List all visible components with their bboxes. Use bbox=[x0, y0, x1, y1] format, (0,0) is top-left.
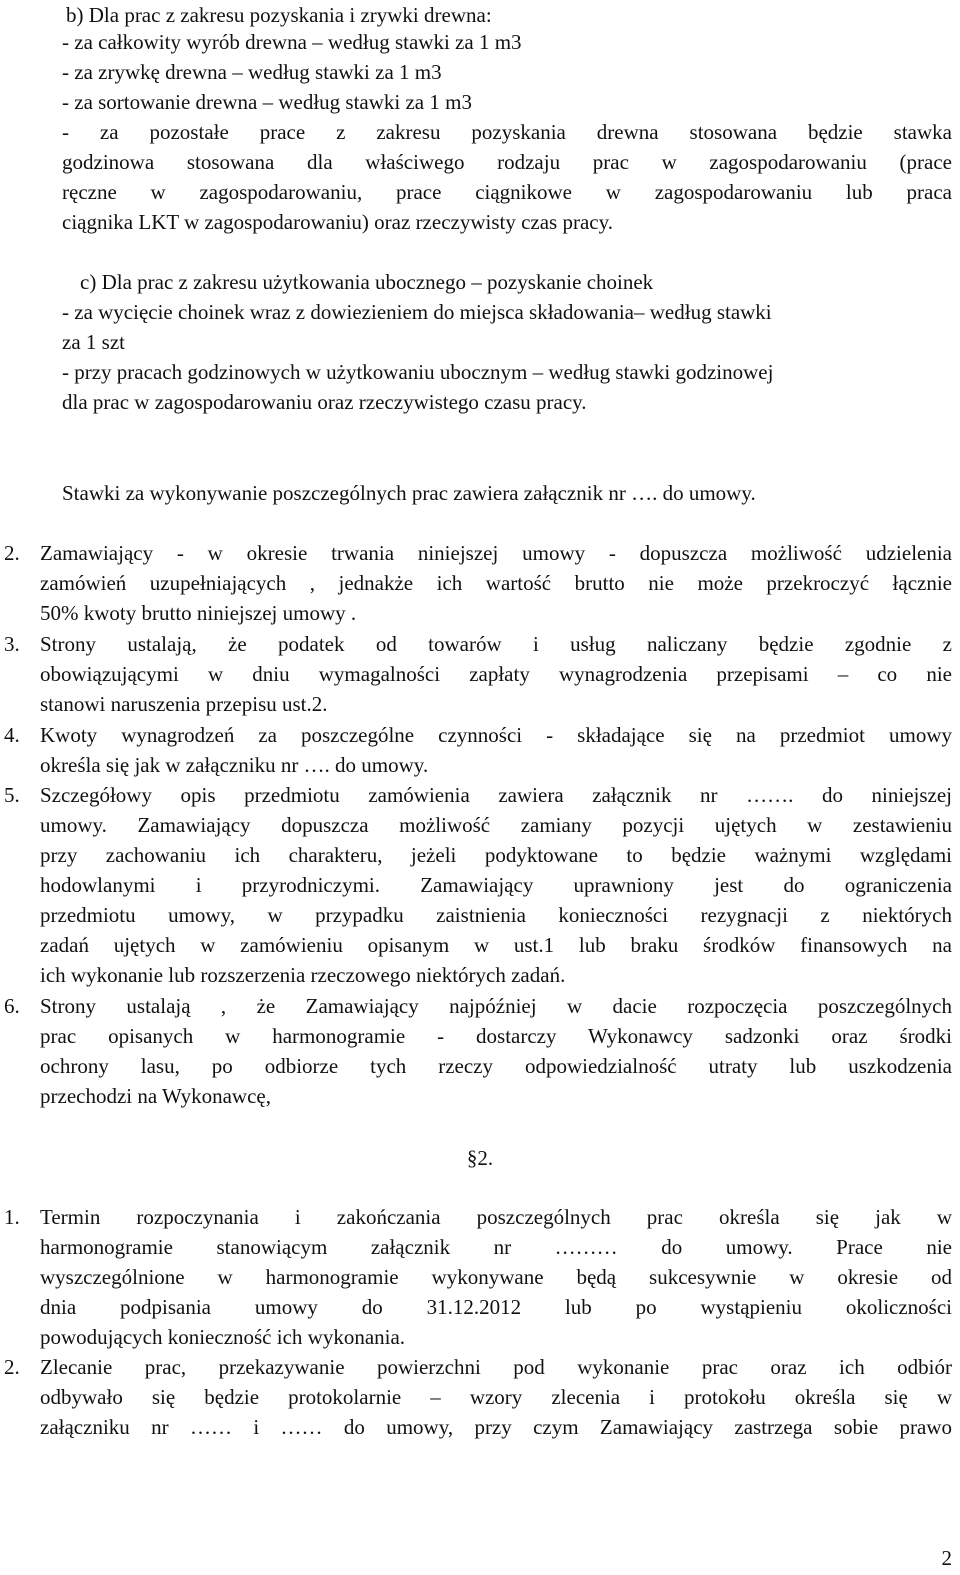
list-item-line: Szczegółowy opis przedmiotu zamówienia zawiera załącznik nr ……. do niniejszej bbox=[40, 783, 952, 807]
list-item-line: Kwoty wynagrodzeń za poszczególne czynności - składające się na przedmiot umowy bbox=[40, 723, 952, 747]
list-item-line: odbywało się będzie protokolarnie – wzory zlecenia i protokołu określa się w bbox=[40, 1385, 952, 1409]
list-item-line: załączniku nr …… i …… do umowy, przy czym Zamawiający zastrzega sobie prawo bbox=[40, 1415, 952, 1439]
section-c-line: dla prac w zagospodarowaniu oraz rzeczywistego czasu pracy. bbox=[62, 390, 587, 414]
list-item-line: określa się jak w załączniku nr …. do umowy. bbox=[40, 753, 429, 777]
list-item-line: ochrony lasu, po odbiorze tych rzeczy odpowiedzialność utraty lub uszkodzenia bbox=[40, 1054, 952, 1078]
list-item-line: Strony ustalają , że Zamawiający najpóźniej w dacie rozpoczęcia poszczególnych bbox=[40, 994, 952, 1018]
list-item-line: przy zachowaniu ich charakteru, jeżeli podyktowane to będzie ważnymi względami bbox=[40, 843, 952, 867]
section-b-line: - za sortowanie drewna – według stawki za 1 m3 bbox=[62, 90, 472, 114]
list-item-number: 6. bbox=[4, 994, 20, 1018]
list-item-number: 5. bbox=[4, 783, 20, 807]
section-c-line: za 1 szt bbox=[62, 330, 125, 354]
list-item-number: 2. bbox=[4, 1355, 20, 1379]
section-c-line: - przy pracach godzinowych w użytkowaniu ubocznym – według stawki godzinowej bbox=[62, 360, 774, 384]
list-item-line: przedmiotu umowy, w przypadku zaistnienia konieczności rezygnacji z niektórych bbox=[40, 903, 952, 927]
list-item-line: dnia podpisania umowy do 31.12.2012 lub po wystąpieniu okoliczności bbox=[40, 1295, 952, 1319]
list-item-line: hodowlanymi i przyrodniczymi. Zamawiający uprawniony jest do ograniczenia bbox=[40, 873, 952, 897]
list-item-line: stanowi naruszenia przepisu ust.2. bbox=[40, 692, 328, 716]
section-b-heading: b) Dla prac z zakresu pozyskania i zrywki drewna: bbox=[66, 3, 492, 27]
list-item-line: Zlecanie prac, przekazywanie powierzchni pod wykonanie prac oraz ich odbiór bbox=[40, 1355, 952, 1379]
list-item-number: 3. bbox=[4, 632, 20, 656]
list-item-line: zamówień uzupełniających , jednakże ich wartość brutto nie może przekroczyć łącznie bbox=[40, 571, 952, 595]
list-item-line: 50% kwoty brutto niniejszej umowy . bbox=[40, 601, 357, 625]
page-number: 2 bbox=[941, 1546, 952, 1570]
list-item-number: 2. bbox=[4, 541, 20, 565]
list-item-line: ich wykonanie lub rozszerzenia rzeczowego niektórych zadań. bbox=[40, 963, 566, 987]
list-item-line: harmonogramie stanowiącym załącznik nr ……… do umowy. Prace nie bbox=[40, 1235, 952, 1259]
section-b-line: ciągnika LKT w zagospodarowaniu) oraz rzeczywisty czas pracy. bbox=[62, 210, 614, 234]
list-item-line: prac opisanych w harmonogramie - dostarczy Wykonawcy sadzonki oraz środki bbox=[40, 1024, 952, 1048]
section-heading: §2. bbox=[466, 1146, 494, 1170]
section-b-line: - za zrywkę drewna – według stawki za 1 m3 bbox=[62, 60, 442, 84]
rates-note: Stawki za wykonywanie poszczególnych prac zawiera załącznik nr …. do umowy. bbox=[62, 481, 756, 505]
list-item-number: 1. bbox=[4, 1205, 20, 1229]
section-c-heading: c) Dla prac z zakresu użytkowania ubocznego – pozyskanie choinek bbox=[80, 270, 654, 294]
section-c-line: - za wycięcie choinek wraz z dowiezieniem do miejsca składowania– według stawki bbox=[62, 300, 772, 324]
list-item-number: 4. bbox=[4, 723, 20, 747]
list-item-line: przechodzi na Wykonawcę, bbox=[40, 1084, 271, 1108]
list-item-line: Termin rozpoczynania i zakończania poszczególnych prac określa się jak w bbox=[40, 1205, 952, 1229]
list-item-line: umowy. Zamawiający dopuszcza możliwość zamiany pozycji ujętych w zestawieniu bbox=[40, 813, 952, 837]
list-item-line: Zamawiający - w okresie trwania niniejszej umowy - dopuszcza możliwość udzielenia bbox=[40, 541, 952, 565]
list-item-line: zadań ujętych w zamówieniu opisanym w ust.1 lub braku środków finansowych na bbox=[40, 933, 952, 957]
list-item-line: Strony ustalają, że podatek od towarów i usług naliczany będzie zgodnie z bbox=[40, 632, 952, 656]
section-b-line: godzinowa stosowana dla właściwego rodzaju prac w zagospodarowaniu (prace bbox=[62, 150, 952, 174]
list-item-line: wyszczególnione w harmonogramie wykonywane będą sukcesywnie w okresie od bbox=[40, 1265, 952, 1289]
section-b-line: ręczne w zagospodarowaniu, prace ciągnikowe w zagospodarowaniu lub praca bbox=[62, 180, 952, 204]
section-b-line: - za pozostałe prace z zakresu pozyskania drewna stosowana będzie stawka bbox=[62, 120, 952, 144]
section-b-line: - za całkowity wyrób drewna – według stawki za 1 m3 bbox=[62, 30, 522, 54]
list-item-line: obowiązującymi w dniu wymagalności zapłaty wynagrodzenia przepisami – co nie bbox=[40, 662, 952, 686]
list-item-line: powodujących konieczność ich wykonania. bbox=[40, 1325, 406, 1349]
